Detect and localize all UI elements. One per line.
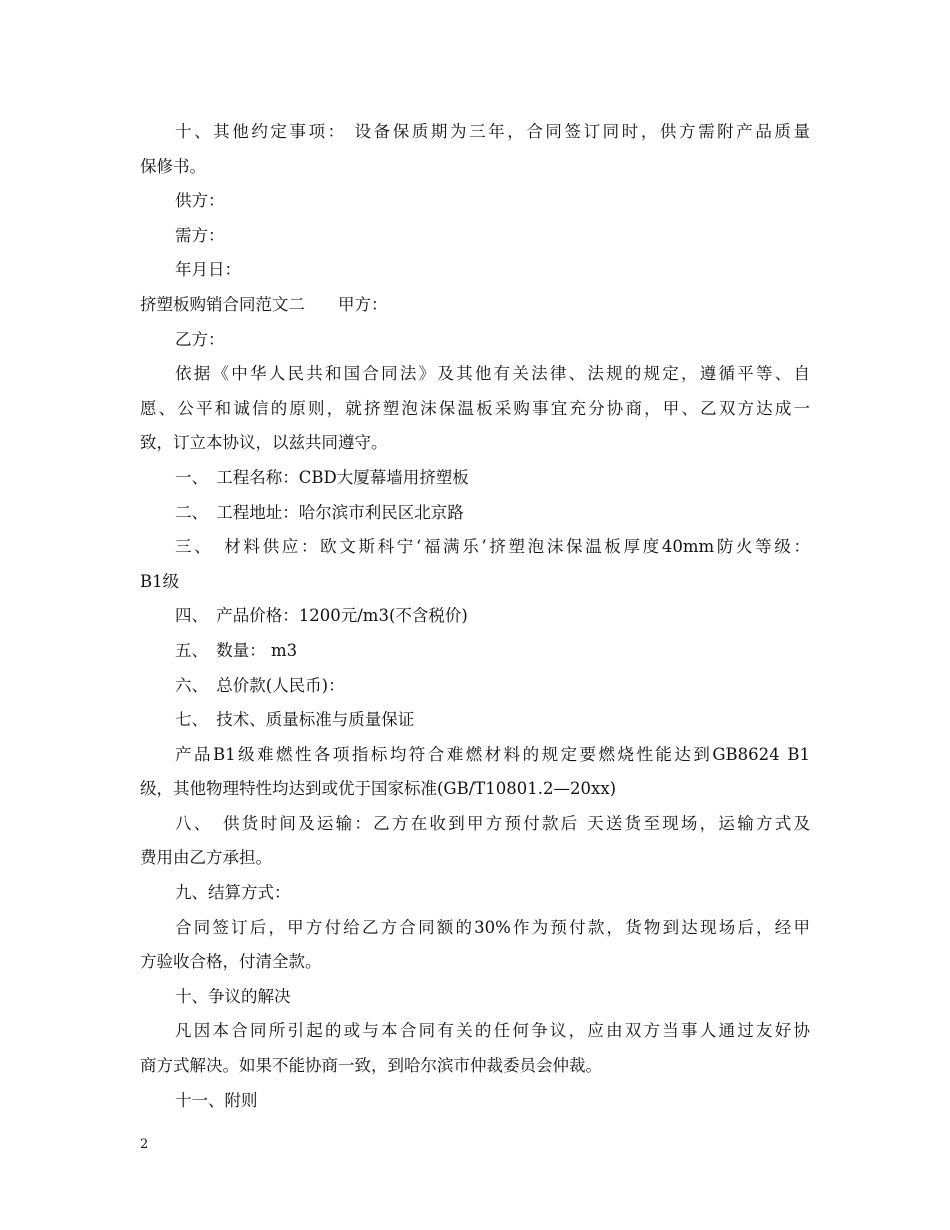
text-line: 合同签订后，甲方付给乙方合同额的30%作为预付款，货物到达现场后，经甲 [175, 917, 810, 937]
text-line: 致，订立本协议，以兹共同遵守。 [140, 433, 388, 453]
text-line: 八、 供货时间及运输：乙方在收到甲方预付款后 天送货至现场，运输方式及 [175, 813, 810, 833]
text-line: 十、其他约定事项： 设备保质期为三年，合同签订同时，供方需附产品质量 [175, 122, 810, 141]
text-line: 愿、公平和诚信的原则，就挤塑泡沫保温板采购事宜充分协商，甲、乙双方达成一 [140, 398, 810, 418]
text-line: 六、 总价款(人民币)： [175, 675, 345, 695]
text-line: 五、 数量： m3 [175, 640, 298, 660]
text-line: 供方： [175, 191, 225, 211]
text-line: 产品B1级难燃性各项指标均符合难燃材料的规定要燃烧性能达到GB8624 B1 [175, 744, 810, 764]
text-line: 年月日： [175, 260, 241, 280]
text-line: 九、结算方式： [175, 883, 291, 903]
text-line: 挤塑板购销合同范文二 甲方： [140, 294, 388, 314]
text-line: 级，其他物理特性均达到或优于国家标准(GB/T10801.2—20xx) [140, 779, 617, 799]
text-line: 二、 工程地址：哈尔滨市利民区北京路 [175, 502, 464, 522]
text-line: 十一、附则 [175, 1090, 258, 1110]
text-line: 十、争议的解决 [175, 986, 291, 1006]
page-number: 2 [140, 1137, 149, 1152]
text-line: B1级 [140, 571, 180, 591]
text-line: 三、 材料供应：欧文斯科宁‘福满乐’挤塑泡沫保温板厚度40mm防火等级： [175, 537, 810, 557]
text-line: 七、 技术、质量标准与质量保证 [175, 710, 415, 730]
text-line: 依据《中华人民共和国合同法》及其他有关法律、法规的规定，遵循平等、自 [175, 364, 810, 384]
text-line: 四、 产品价格：1200元/m3(不含税价) [175, 606, 468, 626]
text-line: 需方： [175, 225, 225, 245]
text-line: 方验收合格，付清全款。 [140, 952, 322, 972]
text-line: 商方式解决。如果不能协商一致，到哈尔滨市仲裁委员会仲裁。 [140, 1056, 602, 1076]
document-body [140, 115, 810, 1118]
text-line: 保修书。 [140, 156, 206, 176]
text-line: 一、 工程名称：CBD大厦幕墙用挤塑板 [175, 467, 469, 487]
text-line: 费用由乙方承担。 [140, 848, 272, 868]
text-line: 凡因本合同所引起的或与本合同有关的任何争议，应由双方当事人通过友好协 [175, 1021, 810, 1041]
text-line: 乙方： [175, 329, 225, 349]
